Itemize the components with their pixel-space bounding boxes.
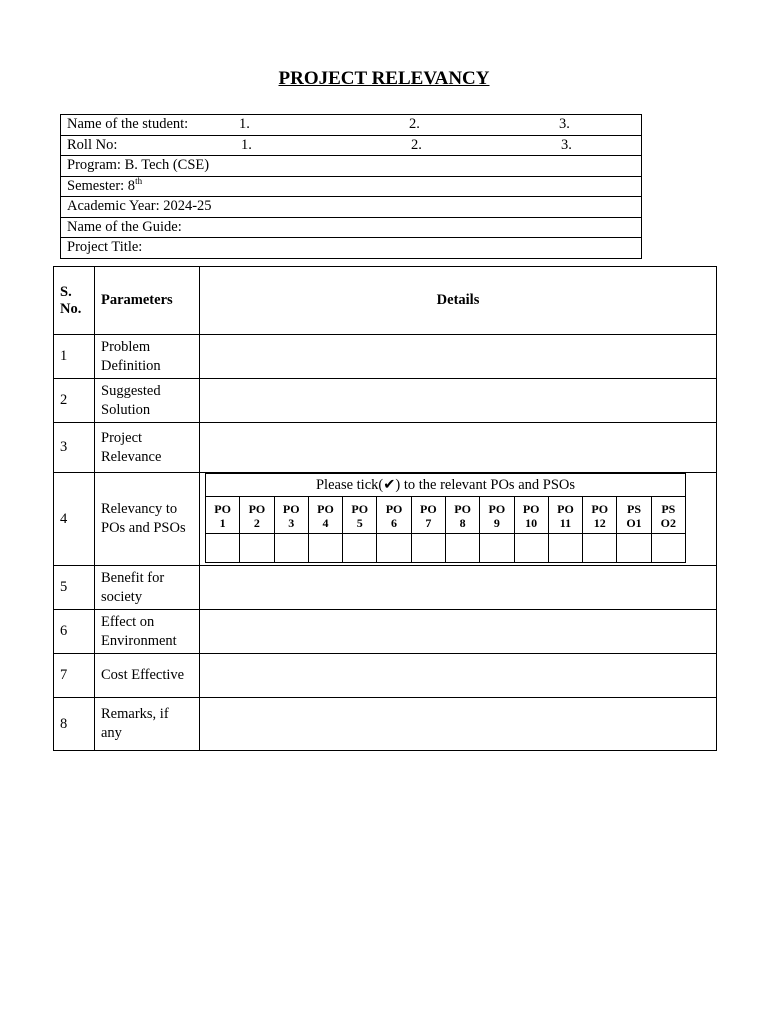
param-line2: any (101, 725, 122, 741)
row-number: 5 (54, 566, 95, 610)
pso-col-header: PS O2 (651, 497, 685, 534)
student-3-number: 3. (559, 116, 570, 133)
param-line1: Project (101, 429, 143, 446)
details-cell[interactable] (200, 423, 717, 473)
project-title-cell[interactable] (61, 238, 642, 259)
roll-1-number: 1. (241, 136, 252, 153)
details-cell[interactable] (200, 566, 717, 610)
po-tick-cell[interactable] (548, 534, 582, 563)
po-pso-table (205, 473, 686, 563)
row-number: 7 (54, 654, 95, 698)
program-text: Program: B. Tech (CSE) (67, 157, 210, 174)
relevancy-table (53, 266, 717, 751)
table-row (54, 423, 717, 473)
pso-tick-cell[interactable] (617, 534, 651, 563)
row-parameter (95, 423, 200, 473)
details-cell[interactable] (200, 698, 717, 751)
param-line1: Suggested (101, 382, 161, 399)
po-tick-cell[interactable] (583, 534, 617, 563)
roll-no-cell[interactable] (61, 135, 642, 156)
po-tick-cell[interactable] (377, 534, 411, 563)
row-number: 2 (54, 379, 95, 423)
po-col-header: PO 9 (480, 497, 514, 534)
guide-cell[interactable] (61, 217, 642, 238)
sno-header (54, 267, 95, 335)
row-parameter (95, 473, 200, 566)
po-instruction: Please tick(✔) to the relevant POs and PSOs (206, 474, 686, 497)
po-col-header: PO 11 (548, 497, 582, 534)
student-name-row (61, 115, 642, 136)
po-tick-cell[interactable] (240, 534, 274, 563)
row-number: 6 (54, 610, 95, 654)
param-line2: Solution (101, 401, 151, 418)
param-line2: Environment (101, 632, 177, 649)
roll-no-row (61, 135, 642, 156)
student-1-number: 1. (239, 116, 250, 133)
semester-text: Semester: 8 (67, 177, 136, 194)
row-parameter (95, 379, 200, 423)
semester-cell (61, 176, 642, 197)
po-tick-cell[interactable] (514, 534, 548, 563)
po-tick-cell[interactable] (480, 534, 514, 563)
pso-tick-cell[interactable] (651, 534, 685, 563)
sno-header-line2: No. (60, 300, 82, 317)
row-number: 1 (54, 335, 95, 379)
param-line2: Relevance (101, 448, 162, 465)
po-tick-cell[interactable] (274, 534, 308, 563)
po-col-header: PO 12 (583, 497, 617, 534)
row-number: 8 (54, 698, 95, 751)
table-row (54, 610, 717, 654)
header-row (54, 267, 717, 335)
po-tick-cell[interactable] (308, 534, 342, 563)
param-line1: Cost Effective (101, 667, 185, 683)
roll-no-label: Roll No: (67, 136, 118, 153)
table-row (54, 654, 717, 698)
param-line1: Effect on (101, 613, 155, 630)
param-line2: Definition (101, 357, 161, 374)
po-col-header: PO 1 (206, 497, 240, 534)
po-col-header: PO 3 (274, 497, 308, 534)
po-col-header: PO 6 (377, 497, 411, 534)
details-cell[interactable] (200, 379, 717, 423)
param-line1: Remarks, if (101, 706, 169, 722)
po-col-header: PO 5 (343, 497, 377, 534)
academic-year-cell (61, 197, 642, 218)
po-details-cell (200, 473, 717, 566)
po-tick-cell[interactable] (343, 534, 377, 563)
po-tick-cell[interactable] (445, 534, 479, 563)
pso-col-header: PS O1 (617, 497, 651, 534)
student-name-label: Name of the student: (67, 116, 189, 133)
row-parameter (95, 566, 200, 610)
row-parameter (95, 654, 200, 698)
po-tick-cell[interactable] (206, 534, 240, 563)
table-row (54, 335, 717, 379)
po-tick-row (206, 534, 686, 563)
po-col-header: PO 10 (514, 497, 548, 534)
param-line1: Relevancy to (101, 501, 178, 517)
roll-2-number: 2. (411, 136, 422, 153)
po-col-header: PO 2 (240, 497, 274, 534)
param-line2: society (101, 588, 143, 605)
document-title: PROJECT RELEVANCY (278, 68, 490, 89)
po-col-header: PO 4 (308, 497, 342, 534)
table-row (54, 473, 717, 566)
row-parameter (95, 698, 200, 751)
po-col-header: PO 7 (411, 497, 445, 534)
po-header-row (206, 497, 686, 534)
row-parameter (95, 610, 200, 654)
student-2-number: 2. (409, 116, 420, 133)
project-title-label: Project Title: (67, 239, 143, 256)
semester-superscript: th (135, 175, 143, 186)
row-number: 4 (54, 473, 95, 566)
details-header: Details (200, 267, 717, 335)
po-tick-cell[interactable] (411, 534, 445, 563)
table-row (54, 379, 717, 423)
program-cell (61, 156, 642, 177)
academic-year-text: Academic Year: 2024-25 (67, 198, 212, 215)
guide-label: Name of the Guide: (67, 218, 182, 235)
param-line2: POs and PSOs (101, 520, 186, 536)
student-info-table (60, 114, 642, 259)
row-number: 3 (54, 423, 95, 473)
sno-header-line1: S. (60, 283, 72, 300)
details-cell[interactable] (200, 654, 717, 698)
parameters-header: Parameters (95, 267, 200, 335)
param-line1: Benefit for (101, 569, 165, 586)
table-row (54, 566, 717, 610)
roll-3-number: 3. (561, 136, 572, 153)
table-row (54, 698, 717, 751)
details-cell[interactable] (200, 610, 717, 654)
student-name-cell[interactable] (61, 115, 642, 136)
row-parameter (95, 335, 200, 379)
param-line1: Problem (101, 338, 151, 355)
po-col-header: PO 8 (445, 497, 479, 534)
details-cell[interactable] (200, 335, 717, 379)
